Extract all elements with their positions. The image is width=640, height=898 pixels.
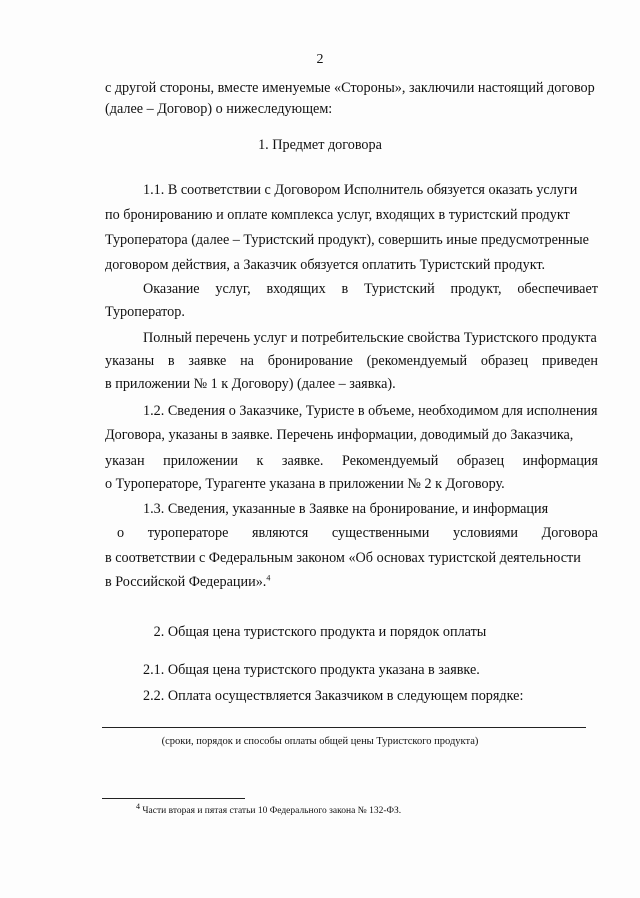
word: в (167, 353, 175, 369)
full-list-line-1: Полный перечень услуг и потребительские свойства Туристского продукта (143, 330, 597, 346)
paragraph-1-3-line-1: 1.3. Сведения, указанные в Заявке на бронирование, и информация (143, 501, 549, 517)
paragraph-1-1-line-3: Туроператора (далее – Туристский продукт), совершить иные предусмотренные (105, 232, 589, 248)
paragraph-1-2-line-4: о Туроператоре, Турагенте указана в приложении № 2 к Договору. (105, 476, 505, 492)
word: существенными (331, 525, 430, 541)
section-2-heading: 2. Общая цена туристского продукта и порядок оплаты (153, 624, 487, 640)
word: бронирование (267, 353, 353, 369)
paragraph-2-2: 2.2. Оплата осуществляется Заказчиком в следующем порядке: (143, 688, 524, 704)
intro-line-1: с другой стороны, вместе именуемые «Стороны», заключили настоящий договор (105, 80, 595, 96)
fill-in-line (102, 727, 586, 728)
paragraph-1-1-line-1: 1.1. В соответствии с Договором Исполнитель обязуется оказать услуги (143, 182, 578, 198)
word: Договора (541, 525, 598, 541)
footnote-text: Части вторая и пятая статьи 10 Федерального закона № 132-ФЗ. (142, 806, 402, 816)
word: указаны (105, 353, 155, 369)
paragraph-1-2-line-1: 1.2. Сведения о Заказчике, Туристе в объеме, необходимом для исполнения (143, 403, 598, 419)
word: Рекомендуемый (341, 453, 439, 469)
page-number: 2 (316, 52, 324, 67)
intro-line-2: (далее – Договор) о нижеследующем: (105, 101, 333, 117)
footnote-marker: 4 (136, 801, 140, 811)
word: информация (522, 453, 598, 469)
word: являются (252, 525, 309, 541)
word: к (256, 453, 264, 469)
word: заявке (188, 353, 227, 369)
word: в (341, 281, 349, 297)
full-list-line-3: в приложении № 1 к Договору) (далее – заявка). (105, 376, 396, 392)
word: о (117, 525, 125, 541)
word: приведен (541, 353, 598, 369)
paragraph-1-1-line-4: договором действия, а Заказчик обязуется оплатить Туристский продукт. (105, 257, 546, 273)
full-list-line-2 (105, 352, 598, 370)
word: условиями (453, 525, 518, 541)
paragraph-2-1: 2.1. Общая цена туристского продукта указана в заявке. (143, 662, 480, 678)
word: указан (105, 453, 145, 469)
word: входящих (266, 281, 326, 297)
provision-line-2: Туроператор. (105, 304, 185, 320)
word: Оказание (143, 281, 200, 297)
word: услуг, (215, 281, 251, 297)
paragraph-1-3-line-3: в соответствии с Федеральным законом «Об основах туристской деятельности (105, 550, 581, 566)
paragraph-1-3-line-4-text: в Российской Федерации». (105, 574, 267, 590)
word: продукт, (450, 281, 502, 297)
word: (рекомендуемый (366, 353, 468, 369)
paragraph-1-2-line-2: Договора, указаны в заявке. Перечень информации, доводимый до Заказчика, (105, 427, 574, 443)
paragraph-1-3-line-4 (105, 573, 270, 591)
word: обеспечивает (517, 281, 598, 297)
word: приложении (163, 453, 238, 469)
footnote (136, 801, 402, 817)
footnote-reference: 4 (266, 573, 271, 583)
word: на (240, 353, 254, 369)
word: образец (480, 353, 529, 369)
word: образец (456, 453, 505, 469)
paragraph-1-1-line-2: по бронированию и оплате комплекса услуг, входящих в туристский продукт (105, 207, 570, 223)
provision-line-1 (143, 280, 598, 298)
fill-in-caption: (сроки, порядок и способы оплаты общей цены Туристского продукта) (161, 736, 479, 747)
word: заявке. (281, 453, 324, 469)
section-1-heading: 1. Предмет договора (258, 137, 382, 153)
word: туроператоре (147, 525, 229, 541)
word: Туристский (363, 281, 435, 297)
paragraph-1-3-line-2 (117, 524, 598, 542)
footnote-separator (102, 798, 245, 799)
paragraph-1-2-line-3 (105, 452, 598, 470)
